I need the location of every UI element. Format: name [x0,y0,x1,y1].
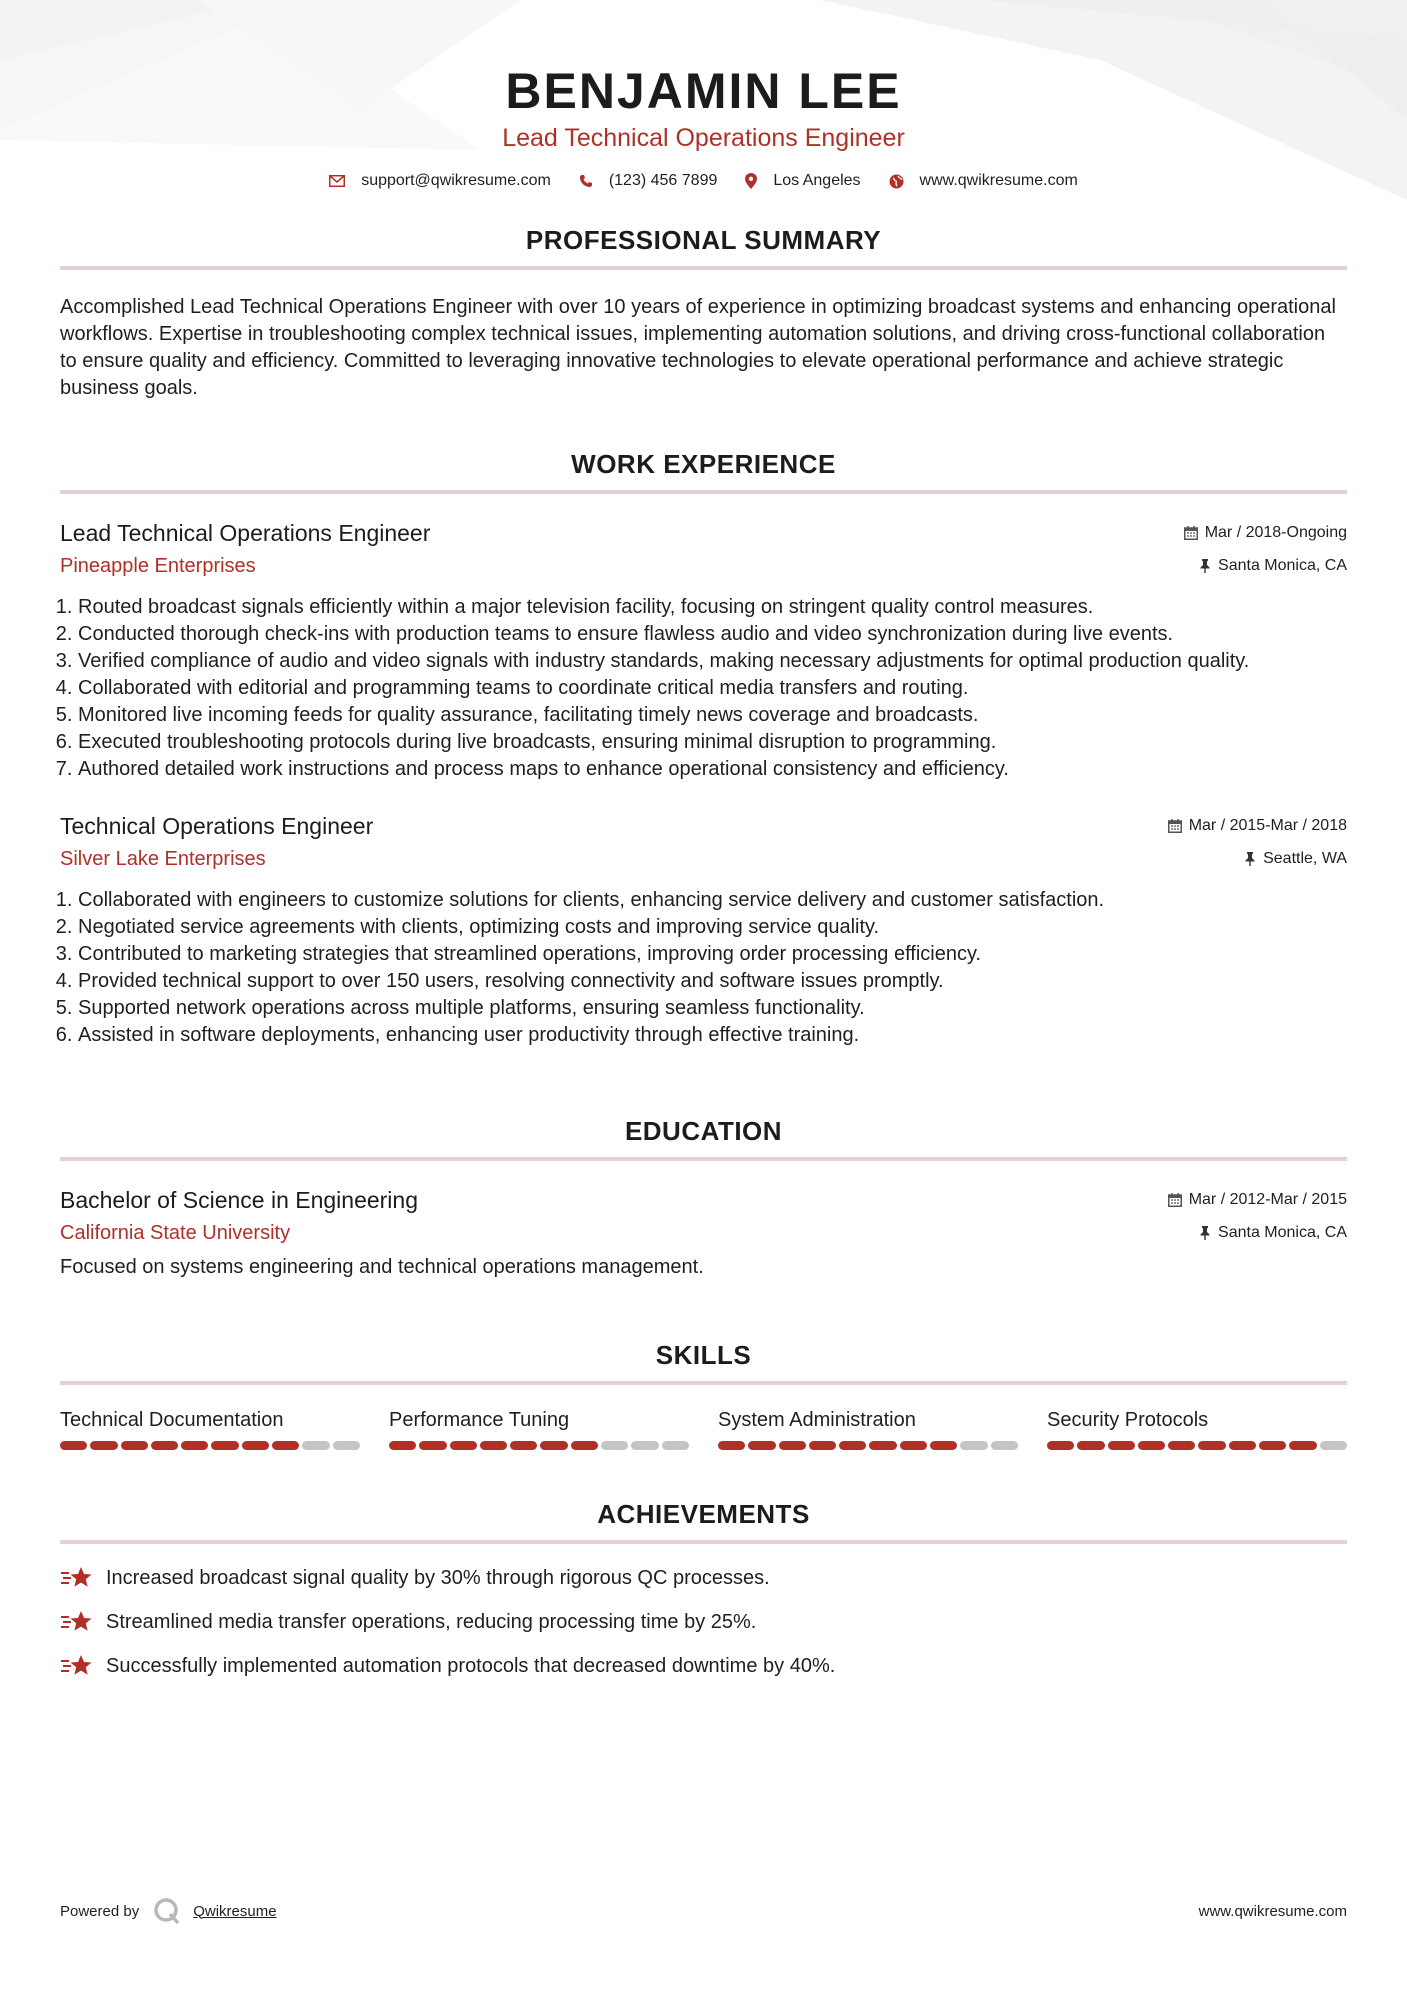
education-heading: EDUCATION [624,1116,783,1146]
section-divider [60,266,1347,270]
skill-segment-empty [960,1441,987,1450]
skill-segment-filled [718,1441,745,1450]
summary-heading: PROFESSIONAL SUMMARY [525,225,882,255]
job-bullet-list [60,594,1347,783]
powered-by-label: Powered by [60,1902,140,1920]
job-bullet: 3. Verified compliance of audio and video signals with industry standards, making necessary adjustments for optimal production quality. [78,648,1347,675]
skill-level-bar [60,1441,360,1450]
qwikresume-logo-icon [153,1897,181,1925]
skill-segment-filled [60,1441,87,1450]
job-entry [60,811,1347,1049]
job-title: Technical Operations Engineer [60,813,374,839]
job-location [1244,850,1347,868]
degree-title: Bachelor of Science in Engineering [60,1187,419,1213]
skill-segment-filled [540,1441,567,1450]
achievement-text: Increased broadcast signal quality by 30% through rigorous QC processes. [106,1567,770,1589]
job-dates-text: Mar / 2018-Ongoing [1204,524,1347,541]
shooting-star-icon [60,1652,94,1680]
skill-item [718,1407,1018,1450]
skill-segment-filled [480,1441,507,1450]
job-bullet: 3. Contributed to marketing strategies that streamlined operations, improving order processing efficiency. [78,941,1347,968]
envelope-icon [329,175,345,187]
job-bullet: 6. Assisted in software deployments, enhancing user productivity through effective training. [78,1022,1347,1049]
job-bullet: 7. Authored detailed work instructions and process maps to enhance operational consistency and efficiency. [78,756,1347,783]
skill-segment-empty [333,1441,360,1450]
skill-segment-filled [419,1441,446,1450]
skill-segment-filled [1198,1441,1225,1450]
job-bullet: 4. Provided technical support to over 150 users, resolving connectivity and software issues promptly. [78,968,1347,995]
skill-segment-filled [930,1441,957,1450]
job-bullet: 5. Monitored live incoming feeds for quality assurance, facilitating timely news coverage and broadcasts. [78,702,1347,729]
skill-segment-filled [272,1441,299,1450]
achievements-section [60,1498,1347,1680]
section-divider [60,1157,1347,1161]
skill-name: Technical Documentation [60,1409,284,1431]
education-location-text: Santa Monica, CA [1218,1224,1347,1241]
education-dates [1168,1191,1347,1209]
school-name: California State University [60,1222,291,1244]
email-text: support@qwikresume.com [361,172,551,189]
section-divider [60,1381,1347,1385]
skill-segment-filled [151,1441,178,1450]
achievement-text: Streamlined media transfer operations, reducing processing time by 25%. [106,1611,757,1633]
location-text: Los Angeles [773,172,861,189]
job-bullet: 2. Conducted thorough check-ins with production teams to ensure flawless audio and video synchronization during live events. [78,621,1347,648]
summary-section [60,224,1347,402]
skill-segment-empty [302,1441,329,1450]
achievement-item [60,1564,1347,1592]
pushpin-icon [1199,559,1211,573]
skill-level-bar [1047,1441,1347,1450]
map-pin-icon [745,173,757,189]
calendar-icon [1168,1193,1182,1207]
skill-level-bar [389,1441,689,1450]
shooting-star-icon [60,1608,94,1636]
skill-segment-filled [571,1441,598,1450]
skill-segment-empty [631,1441,658,1450]
phone-text: (123) 456 7899 [608,172,718,189]
skill-segment-filled [900,1441,927,1450]
qwikresume-link[interactable]: Qwikresume [193,1902,277,1920]
job-bullet: 5. Supported network operations across multiple platforms, ensuring seamless functionality. [78,995,1347,1022]
skill-segment-empty [601,1441,628,1450]
job-bullet: 6. Executed troubleshooting protocols during live broadcasts, ensuring minimal disruption to programming. [78,729,1347,756]
contact-website[interactable] [889,172,1078,190]
job-title: Lead Technical Operations Engineer [60,520,431,546]
skill-segment-filled [809,1441,836,1450]
skill-segment-filled [1138,1441,1165,1450]
skill-segment-empty [662,1441,689,1450]
skill-segment-empty [1320,1441,1347,1450]
job-entry [60,518,1347,783]
shooting-star-icon [60,1564,94,1592]
skill-segment-empty [991,1441,1018,1450]
skill-name: Security Protocols [1047,1409,1209,1431]
achievements-heading: ACHIEVEMENTS [597,1499,810,1529]
skill-segment-filled [389,1441,416,1450]
summary-text: Accomplished Lead Technical Operations Engineer with over 10 years of experience in optimizing broadcast systems and enhancing operational workflows. Expertise in troubleshooting complex technical issues, implementing automation solutions, and driving cross-functional collaboration to ensure quality and efficiency. Committed to leveraging innovative technologies to elevate operational performance and achieve strategic business goals. [60,296,1336,399]
skill-segment-filled [748,1441,775,1450]
skill-segment-filled [1108,1441,1135,1450]
skill-level-bar [718,1441,1018,1450]
skills-row [60,1407,1347,1450]
skill-segment-filled [450,1441,477,1450]
pushpin-icon [1244,852,1256,866]
job-bullet-list [60,887,1347,1049]
job-location-text: Santa Monica, CA [1218,557,1347,574]
phone-icon [579,174,593,188]
job-company: Silver Lake Enterprises [60,848,266,870]
section-divider [60,490,1347,494]
calendar-icon [1184,526,1198,540]
experience-section [60,448,1347,1049]
calendar-icon [1168,819,1182,833]
job-dates-text: Mar / 2015-Mar / 2018 [1188,817,1347,834]
skill-item [389,1407,689,1450]
skill-segment-filled [839,1441,866,1450]
skill-segment-filled [121,1441,148,1450]
contact-bar [60,172,1347,190]
achievements-list [60,1564,1347,1680]
skill-segment-filled [1077,1441,1104,1450]
education-description: Focused on systems engineering and technical operations management. [60,1256,704,1278]
achievement-item [60,1608,1347,1636]
job-dates [1184,524,1347,542]
skill-segment-filled [90,1441,117,1450]
skill-segment-filled [1259,1441,1286,1450]
section-divider [60,1540,1347,1544]
website-text: www.qwikresume.com [919,172,1078,189]
education-section [60,1115,1347,1281]
education-dates-text: Mar / 2012-Mar / 2015 [1188,1191,1347,1208]
candidate-role: Lead Technical Operations Engineer [502,124,905,152]
job-bullet: 4. Collaborated with editorial and programming teams to coordinate critical media transfers and routing. [78,675,1347,702]
candidate-name: BENJAMIN LEE [505,63,902,119]
contact-phone[interactable] [579,172,718,190]
pushpin-icon [1199,1226,1211,1240]
powered-by [60,1897,277,1925]
job-location [1199,557,1347,575]
skill-segment-filled [1229,1441,1256,1450]
skill-item [60,1407,360,1450]
skill-segment-filled [1168,1441,1195,1450]
job-bullet: 1. Collaborated with engineers to customize solutions for clients, enhancing service delivery and customer satisfaction. [78,887,1347,914]
skill-segment-filled [779,1441,806,1450]
education-entry [60,1185,1347,1281]
skill-segment-filled [510,1441,537,1450]
job-bullet: 1. Routed broadcast signals efficiently within a major television facility, focusing on stringent quality control measures. [78,594,1347,621]
job-bullet: 2. Negotiated service agreements with clients, optimizing costs and improving service quality. [78,914,1347,941]
skill-name: System Administration [718,1409,916,1431]
skill-name: Performance Tuning [389,1409,570,1431]
job-location-text: Seattle, WA [1263,850,1347,867]
skills-heading: SKILLS [655,1340,752,1370]
skill-item [1047,1407,1347,1450]
job-dates [1168,817,1347,835]
skill-segment-filled [1289,1441,1316,1450]
achievement-text: Successfully implemented automation protocols that decreased downtime by 40%. [106,1655,836,1677]
contact-location [745,172,860,190]
skill-segment-filled [242,1441,269,1450]
education-location [1199,1224,1347,1242]
skills-section [60,1339,1347,1450]
globe-icon [889,174,904,189]
skill-segment-filled [211,1441,238,1450]
contact-email[interactable] [329,172,551,190]
achievement-item [60,1652,1347,1680]
skill-segment-filled [869,1441,896,1450]
skill-segment-filled [1047,1441,1074,1450]
footer-website[interactable]: www.qwikresume.com [1198,1902,1347,1920]
job-company: Pineapple Enterprises [60,555,256,577]
page-footer [60,1897,1347,1925]
skill-segment-filled [181,1441,208,1450]
resume-header [60,0,1347,190]
experience-heading: WORK EXPERIENCE [571,449,836,479]
